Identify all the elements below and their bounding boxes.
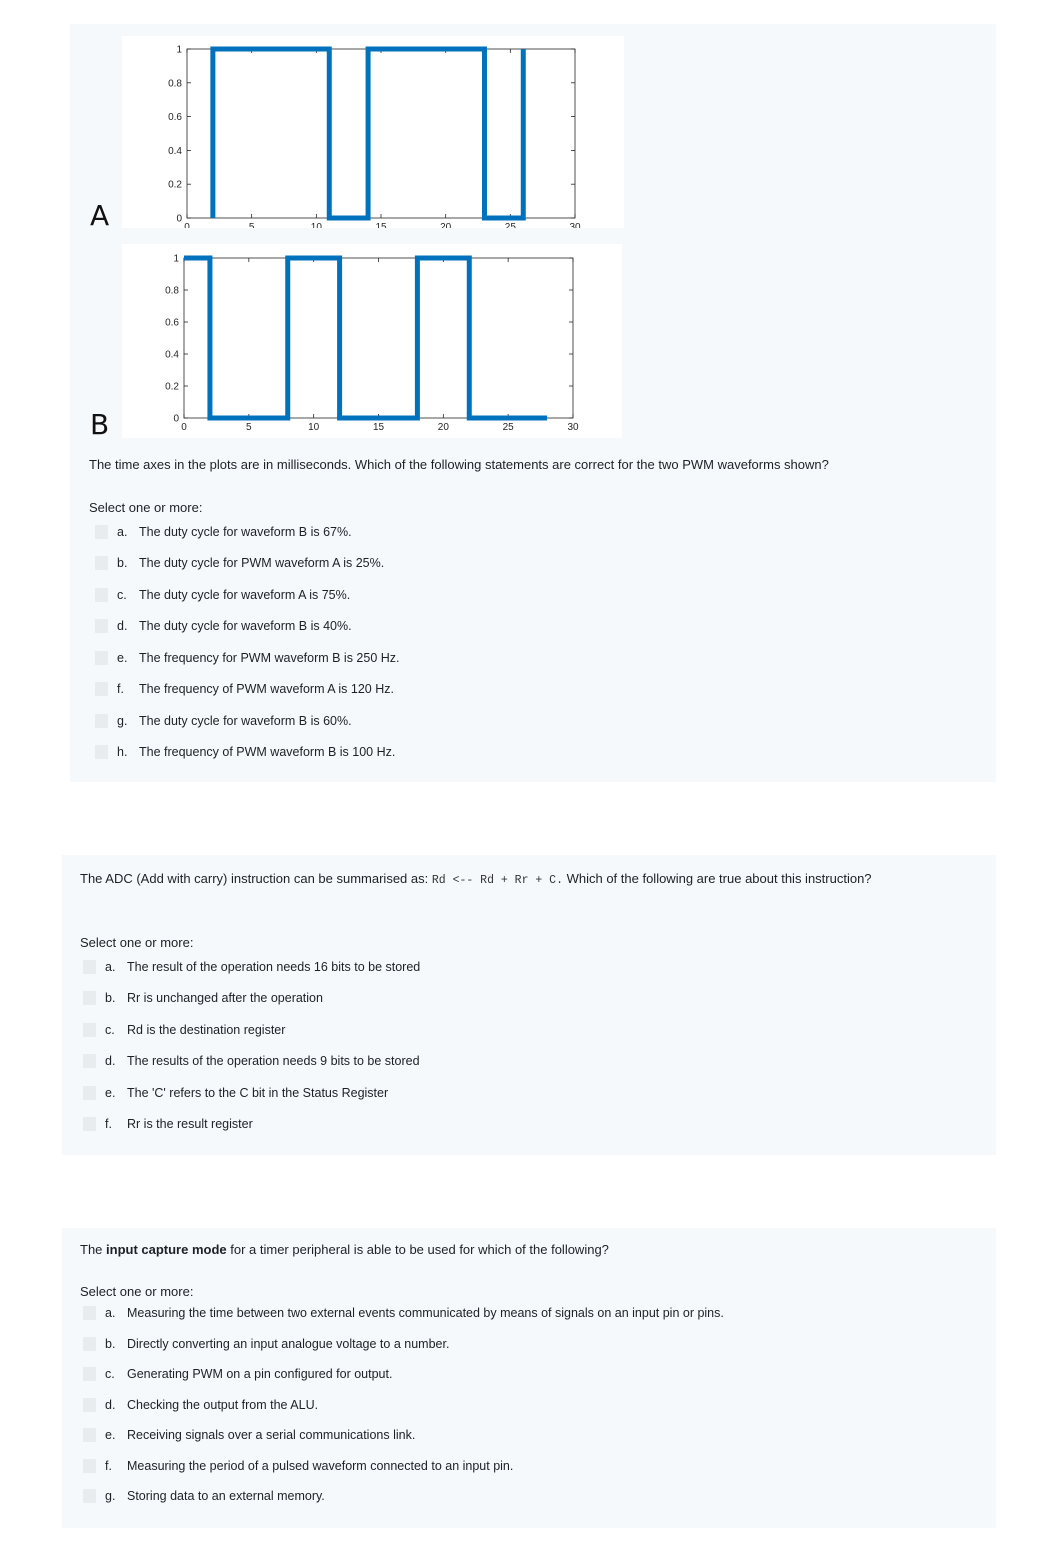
option-letter: c.: [105, 1022, 115, 1037]
question-3-text-after: for a timer peripheral is able to be used for which of the following?: [226, 1242, 609, 1257]
checkbox[interactable]: [83, 1367, 96, 1381]
option-e[interactable]: [95, 642, 400, 674]
option-letter: h.: [117, 745, 128, 760]
question-3-text-bold: input capture mode: [106, 1242, 227, 1257]
option-b[interactable]: [83, 1329, 724, 1360]
option-letter: b.: [105, 1336, 116, 1351]
y-tick-label: 0.8: [165, 285, 179, 297]
x-tick-label: 20: [437, 422, 449, 433]
option-text: The duty cycle for waveform B is 67%.: [139, 524, 352, 539]
option-f[interactable]: [83, 1451, 724, 1482]
select-hint: Select one or more:: [80, 935, 194, 950]
x-tick-label: 0: [181, 422, 187, 433]
select-hint: Select one or more:: [89, 500, 203, 515]
checkbox[interactable]: [83, 1117, 96, 1131]
option-e[interactable]: [83, 1420, 724, 1451]
option-text: The result of the operation needs 16 bits to be stored: [127, 959, 421, 974]
option-letter: e.: [117, 650, 128, 665]
checkbox[interactable]: [95, 682, 108, 696]
y-tick-label: 1: [173, 253, 179, 265]
option-text: Rd is the destination register: [127, 1022, 286, 1037]
x-tick-label: 10: [308, 422, 320, 433]
y-tick-label: 0.8: [168, 78, 182, 90]
option-text: Receiving signals over a serial communications link.: [127, 1428, 416, 1443]
option-letter: f.: [105, 1117, 112, 1132]
checkbox[interactable]: [83, 1337, 96, 1351]
checkbox[interactable]: [83, 1489, 96, 1503]
option-text: The duty cycle for waveform A is 75%.: [139, 587, 351, 602]
checkbox[interactable]: [95, 619, 108, 633]
plot-a: [122, 36, 624, 228]
x-tick-label: 25: [502, 422, 514, 433]
option-text: The frequency for PWM waveform B is 250 Hz.: [139, 650, 400, 665]
x-tick-label: 15: [372, 422, 385, 433]
question-3-text: [80, 1242, 609, 1257]
option-b[interactable]: [83, 983, 420, 1015]
x-tick-label: 0: [184, 222, 190, 228]
plot-a-letter: A: [90, 199, 110, 232]
checkbox[interactable]: [83, 1306, 96, 1320]
option-a[interactable]: [83, 1298, 724, 1329]
checkbox[interactable]: [83, 1023, 96, 1037]
x-tick-label: 30: [569, 222, 581, 228]
option-g[interactable]: [95, 705, 400, 737]
x-tick-label: 10: [310, 222, 322, 228]
x-tick-label: 25: [504, 222, 516, 228]
x-tick-label: 5: [246, 422, 252, 433]
checkbox[interactable]: [95, 556, 108, 570]
option-text: The duty cycle for waveform B is 60%.: [139, 713, 352, 728]
option-c[interactable]: [83, 1359, 724, 1390]
question-1-text: The time axes in the plots are in milliseconds. Which of the following statements are correct for the two PWM waveforms shown?: [89, 457, 829, 472]
plot-b-image: [122, 244, 622, 438]
checkbox[interactable]: [95, 714, 108, 728]
option-c[interactable]: [95, 579, 400, 611]
y-tick-label: 0.4: [165, 349, 179, 361]
question-2-code: Rd <-- Rd + Rr + C.: [431, 874, 563, 887]
option-c[interactable]: [83, 1014, 420, 1046]
select-hint: Select one or more:: [80, 1284, 194, 1299]
y-tick-label: 1: [176, 44, 182, 56]
option-d[interactable]: [83, 1046, 420, 1078]
option-letter: c.: [105, 1367, 115, 1382]
question-3-options: [83, 1298, 724, 1512]
option-a[interactable]: [83, 951, 420, 983]
y-tick-label: 0.6: [168, 112, 182, 124]
question-1-options: [95, 516, 400, 768]
option-text: Storing data to an external memory.: [127, 1489, 325, 1504]
checkbox[interactable]: [83, 960, 96, 974]
option-letter: f.: [105, 1458, 112, 1473]
checkbox[interactable]: [95, 525, 108, 539]
checkbox[interactable]: [95, 745, 108, 759]
checkbox[interactable]: [83, 1428, 96, 1442]
question-2-text-before: The ADC (Add with carry) instruction can be summarised as:: [80, 871, 432, 886]
option-text: Checking the output from the ALU.: [127, 1397, 319, 1412]
checkbox[interactable]: [83, 1398, 96, 1412]
plot-b-letter: B: [90, 408, 110, 441]
option-text: The duty cycle for waveform B is 40%.: [139, 619, 352, 634]
option-h[interactable]: [95, 737, 400, 769]
plot-b: [122, 244, 622, 438]
plot-a-image: [122, 36, 624, 228]
option-letter: a.: [117, 524, 128, 539]
option-text: Measuring the time between two external events communicated by means of signals on an input pin or pins.: [127, 1306, 724, 1321]
option-f[interactable]: [95, 674, 400, 706]
x-tick-label: 30: [567, 422, 579, 433]
x-tick-label: 15: [375, 222, 387, 228]
option-text: The 'C' refers to the C bit in the Status Register: [127, 1085, 389, 1100]
y-tick-label: 0.2: [165, 381, 179, 393]
question-2-panel: [62, 855, 996, 1155]
option-text: Measuring the period of a pulsed waveform connected to an input pin.: [127, 1458, 514, 1473]
axes-box: [184, 258, 573, 418]
question-3-panel: [62, 1228, 996, 1528]
checkbox[interactable]: [95, 588, 108, 602]
option-letter: a.: [105, 959, 116, 974]
option-text: Rr is unchanged after the operation: [127, 991, 323, 1006]
axes-box: [187, 49, 575, 218]
option-letter: a.: [105, 1306, 116, 1321]
option-letter: b.: [117, 556, 128, 571]
option-text: The frequency of PWM waveform A is 120 Hz.: [139, 682, 394, 697]
option-b[interactable]: [95, 548, 400, 580]
option-text: Generating PWM on a pin configured for output.: [127, 1367, 393, 1382]
option-f[interactable]: [83, 1109, 420, 1141]
option-letter: d.: [105, 1054, 116, 1069]
option-letter: d.: [117, 619, 128, 634]
x-tick-label: 20: [440, 222, 452, 228]
y-tick-label: 0: [173, 413, 179, 425]
checkbox[interactable]: [83, 991, 96, 1005]
option-a[interactable]: [95, 516, 400, 548]
option-letter: g.: [105, 1489, 116, 1504]
option-letter: b.: [105, 991, 116, 1006]
option-text: Rr is the result register: [127, 1117, 253, 1132]
option-g[interactable]: [83, 1481, 724, 1512]
option-letter: f.: [117, 682, 124, 697]
option-letter: c.: [117, 587, 127, 602]
x-tick-label: 5: [248, 222, 255, 228]
y-tick-label: 0.2: [168, 179, 182, 191]
question-2-text: [80, 871, 872, 887]
option-letter: e.: [105, 1085, 116, 1100]
option-d[interactable]: [83, 1390, 724, 1421]
option-text: The duty cycle for PWM waveform A is 25%.: [139, 556, 385, 571]
question-1-panel: [70, 24, 996, 782]
option-text: The results of the operation needs 9 bits to be stored: [127, 1054, 420, 1069]
option-letter: d.: [105, 1397, 116, 1412]
checkbox[interactable]: [95, 651, 108, 665]
y-tick-label: 0: [176, 213, 182, 225]
option-d[interactable]: [95, 611, 400, 643]
checkbox[interactable]: [83, 1054, 96, 1068]
question-2-options: [83, 951, 420, 1140]
question-2-text-after: Which of the following are true about this instruction?: [562, 871, 872, 886]
option-letter: e.: [105, 1428, 116, 1443]
option-e[interactable]: [83, 1077, 420, 1109]
checkbox[interactable]: [83, 1459, 96, 1473]
y-tick-label: 0.4: [168, 145, 182, 157]
checkbox[interactable]: [83, 1086, 96, 1100]
option-text: The frequency of PWM waveform B is 100 Hz.: [139, 745, 396, 760]
question-3-text-before: The: [80, 1242, 107, 1257]
y-tick-label: 0.6: [165, 317, 179, 329]
option-text: Directly converting an input analogue voltage to a number.: [127, 1336, 450, 1351]
option-letter: g.: [117, 713, 128, 728]
